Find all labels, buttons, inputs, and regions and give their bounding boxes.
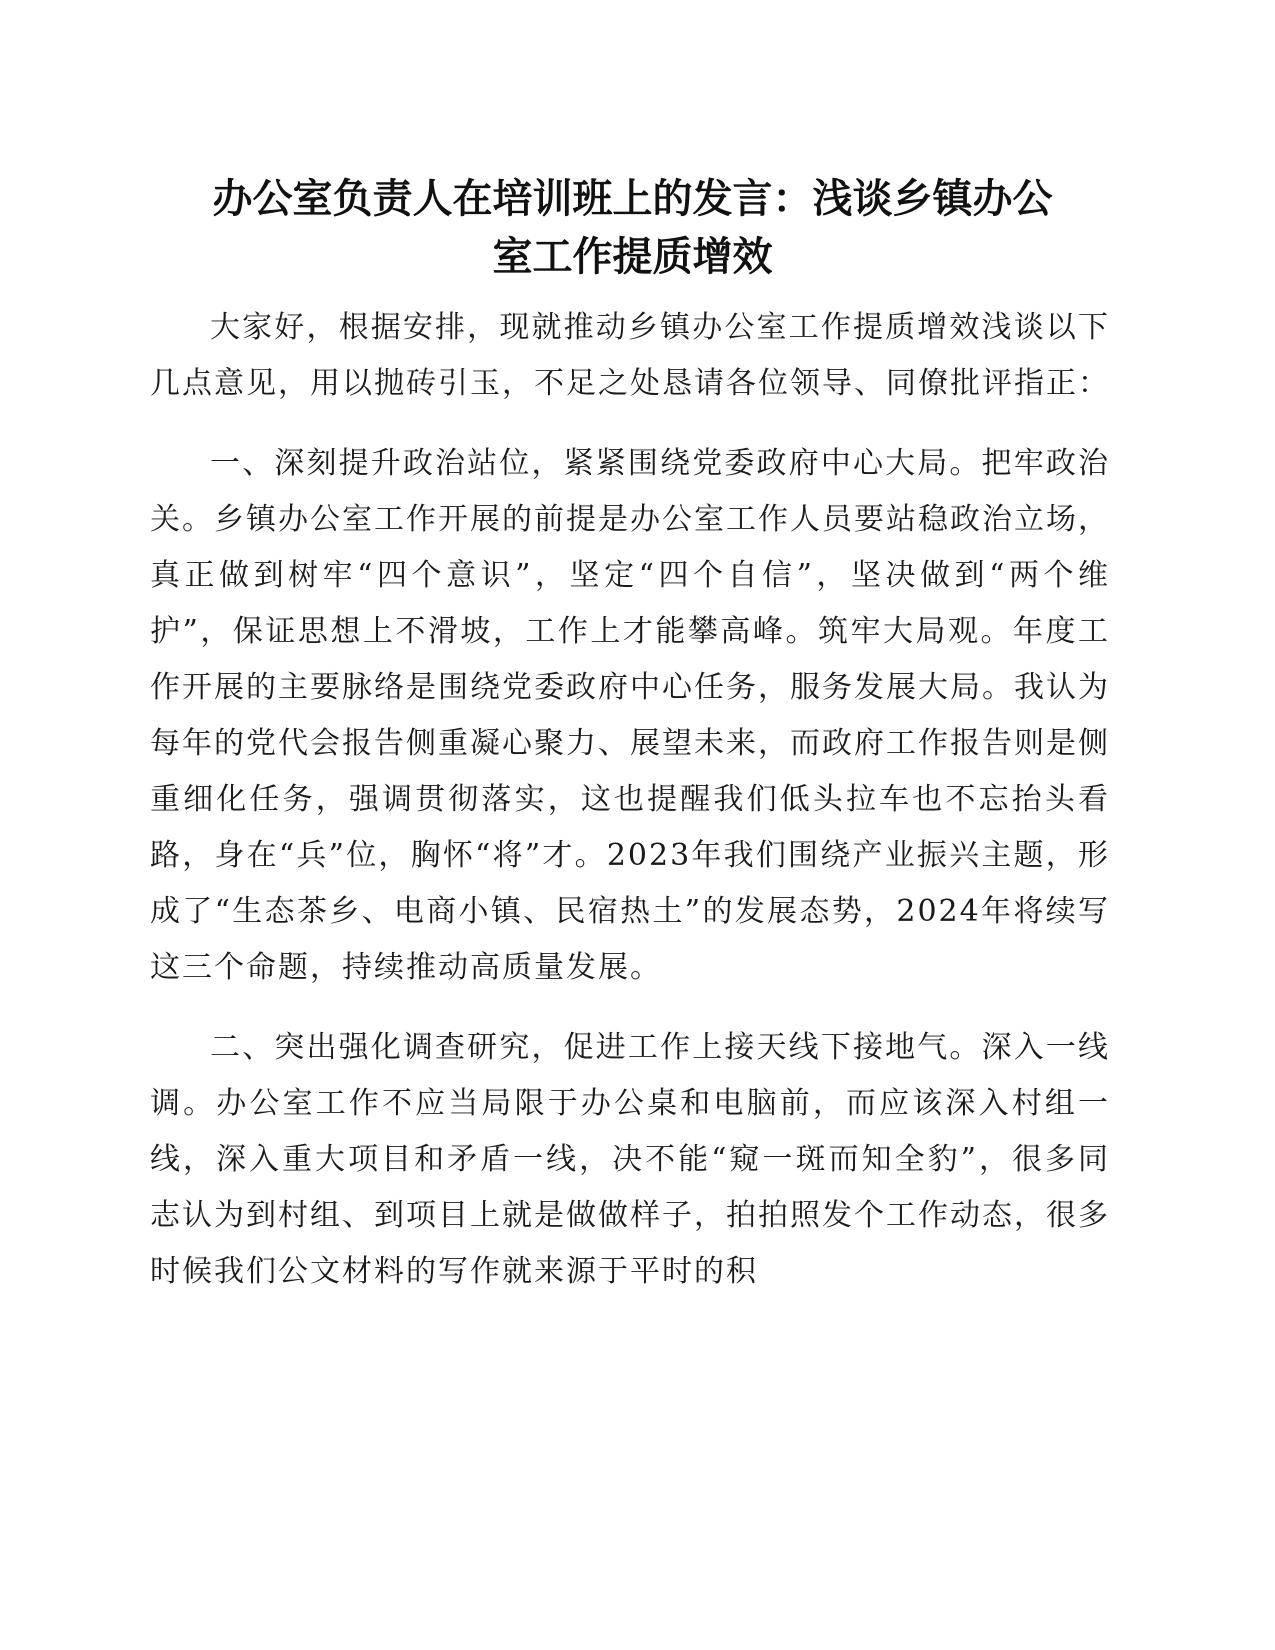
paragraph-section-2: 二、突出强化调查研究，促进工作上接天线下接地气。深入一线调。办公室工作不应当局限于办公桌和电脑前，而应该深入村组一线，深入重大项目和矛盾一线，决不能“窥一斑而知全豹”，很多同志认为到村组、到项目上就是做做样子，拍拍照发个工作动态，很多时候我们公文材料的写作就来源于平时的积 xyxy=(150,1030,1110,1289)
title-line-1: 办公室负责人在培训班上的发言：浅谈乡镇办公 xyxy=(212,176,1053,222)
paragraph-section-1: 一、深刻提升政治站位，紧紧围绕党委政府中心大局。把牢政治关。乡镇办公室工作开展的前提是办公室工作人员要站稳政治立场，真正做到树牢“四个意识”，坚定“四个自信”，坚决做到“两个维护”，保证思想上不滑坡，工作上才能攀高峰。筑牢大局观。年度工作开展的主要脉络是围绕党委政府中心任务，服务发展大局。我认为每年的党代会报告侧重凝心聚力、展望未来，而政府工作报告则是侧重细化任务，强调贯彻落实，这也提醒我们低头拉车也不忘抬头看路，身在“兵”位，胸怀“将”才。2023年我们围绕产业振兴主题，形成了“生态茶乡、电商小镇、民宿热土”的发展态势，2024年将续写这三个命题，持续推动高质量发展。 xyxy=(150,446,1110,985)
paragraph-intro: 大家好，根据安排，现就推动乡镇办公室工作提质增效浅谈以下几点意见，用以抛砖引玉，不足之处恳请各位领导、同僚批评指正： xyxy=(150,310,1110,401)
document-title xyxy=(150,170,1115,286)
document-body xyxy=(150,300,1110,1324)
title-line-2: 室工作提质增效 xyxy=(492,234,773,280)
